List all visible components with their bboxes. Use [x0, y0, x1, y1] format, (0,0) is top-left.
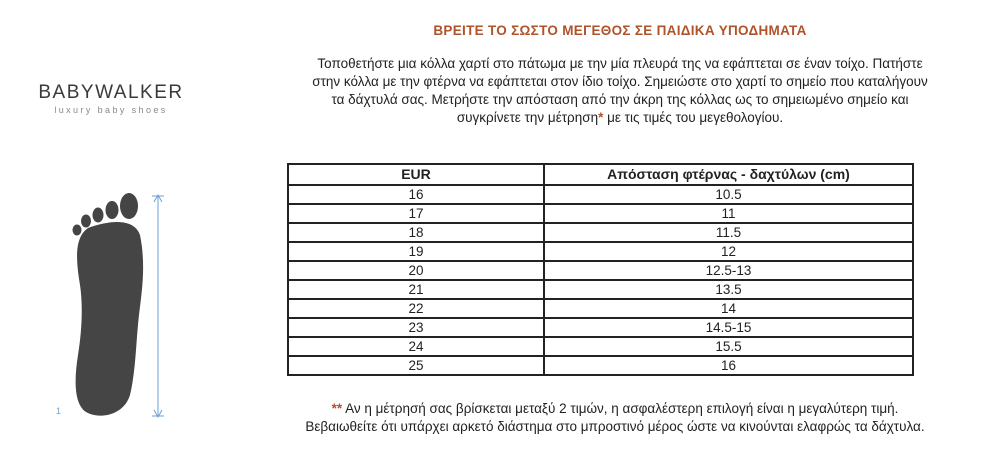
- size-chart-table: [287, 163, 914, 376]
- footnote-text: Αν η μέτρησή σας βρίσκεται μεταξύ 2 τιμών, η ασφαλέστερη επιλογή είναι η μεγαλύτερη τιμή.: [342, 401, 899, 416]
- foot-silhouette-icon: [73, 193, 144, 416]
- column-header-eur: EUR: [288, 164, 544, 185]
- eur-size: 23: [288, 318, 544, 337]
- foot-length: 14.5-15: [544, 318, 913, 337]
- eur-size: 20: [288, 261, 544, 280]
- table-row: [288, 280, 913, 299]
- table-header-row: [288, 164, 913, 185]
- instructions-line: τα δάχτυλά σας. Μετρήστε την απόσταση από την άκρη της κόλλας ως το σημειωμένο σημείο και: [331, 92, 909, 107]
- ruler-label: 1: [56, 406, 62, 416]
- foot-length: 11.5: [544, 223, 913, 242]
- foot-length: 13.5: [544, 280, 913, 299]
- table-row: [288, 242, 913, 261]
- instructions-line: στην κόλλα με την φτέρνα να εφάπτεται στον ίδιο τοίχο. Σημειώστε στο χαρτί το σημείο που καταλήγουν: [312, 74, 928, 89]
- table-row: [288, 337, 913, 356]
- eur-size: 19: [288, 242, 544, 261]
- instructions-line: [240, 109, 1000, 127]
- eur-size: 24: [288, 337, 544, 356]
- foot-length: 14: [544, 299, 913, 318]
- eur-size: 21: [288, 280, 544, 299]
- table-row: [288, 261, 913, 280]
- foot-length: 12: [544, 242, 913, 261]
- table-row: [288, 204, 913, 223]
- brand-logo: [36, 82, 186, 115]
- eur-size: 17: [288, 204, 544, 223]
- page-title: ΒΡΕΙΤΕ ΤΟ ΣΩΣΤΟ ΜΕΓΕΘΟΣ ΣΕ ΠΑΙΔΙΚΑ ΥΠΟΔΗΜΑΤΑ: [433, 23, 807, 38]
- eur-size: 25: [288, 356, 544, 375]
- brand-tagline: luxury baby shoes: [54, 105, 168, 115]
- brand-name: BABYWALKER: [38, 82, 184, 103]
- table-row: [288, 223, 913, 242]
- table-row: [288, 185, 913, 204]
- instructions-line: Τοποθετήστε μια κόλλα χαρτί στο πάτωμα με την μία πλευρά της να εφάπτεται σε έναν τοίχο. Πατήστε: [317, 56, 923, 71]
- footnote: [230, 400, 1000, 436]
- eur-size: 22: [288, 299, 544, 318]
- footnote-star: *: [598, 110, 604, 125]
- foot-length: 15.5: [544, 337, 913, 356]
- column-header-length: Απόσταση φτέρνας - δαχτύλων (cm): [544, 164, 913, 185]
- foot-length: 12.5-13: [544, 261, 913, 280]
- instructions-last-part: με τις τιμές του μεγεθολογίου.: [603, 110, 784, 125]
- footnote-line: [230, 400, 1000, 418]
- table-row: [288, 318, 913, 337]
- eur-size: 16: [288, 185, 544, 204]
- footnote-line: Βεβαιωθείτε ότι υπάρχει αρκετό διάστημα στο μπροστινό μέρος ώστε να κινούνται ελαφρώς τα δάχτυλα.: [305, 419, 925, 434]
- foot-length: 16: [544, 356, 913, 375]
- instructions-text: [240, 55, 1000, 127]
- length-ruler-icon: [152, 195, 164, 417]
- footnote-stars: **: [331, 401, 343, 416]
- foot-measure-illustration: [50, 190, 180, 425]
- eur-size: 18: [288, 223, 544, 242]
- foot-length: 10.5: [544, 185, 913, 204]
- foot-length: 11: [544, 204, 913, 223]
- instructions-last-part: συγκρίνετε την μέτρηση: [456, 110, 599, 125]
- table-row: [288, 299, 913, 318]
- table-row: [288, 356, 913, 375]
